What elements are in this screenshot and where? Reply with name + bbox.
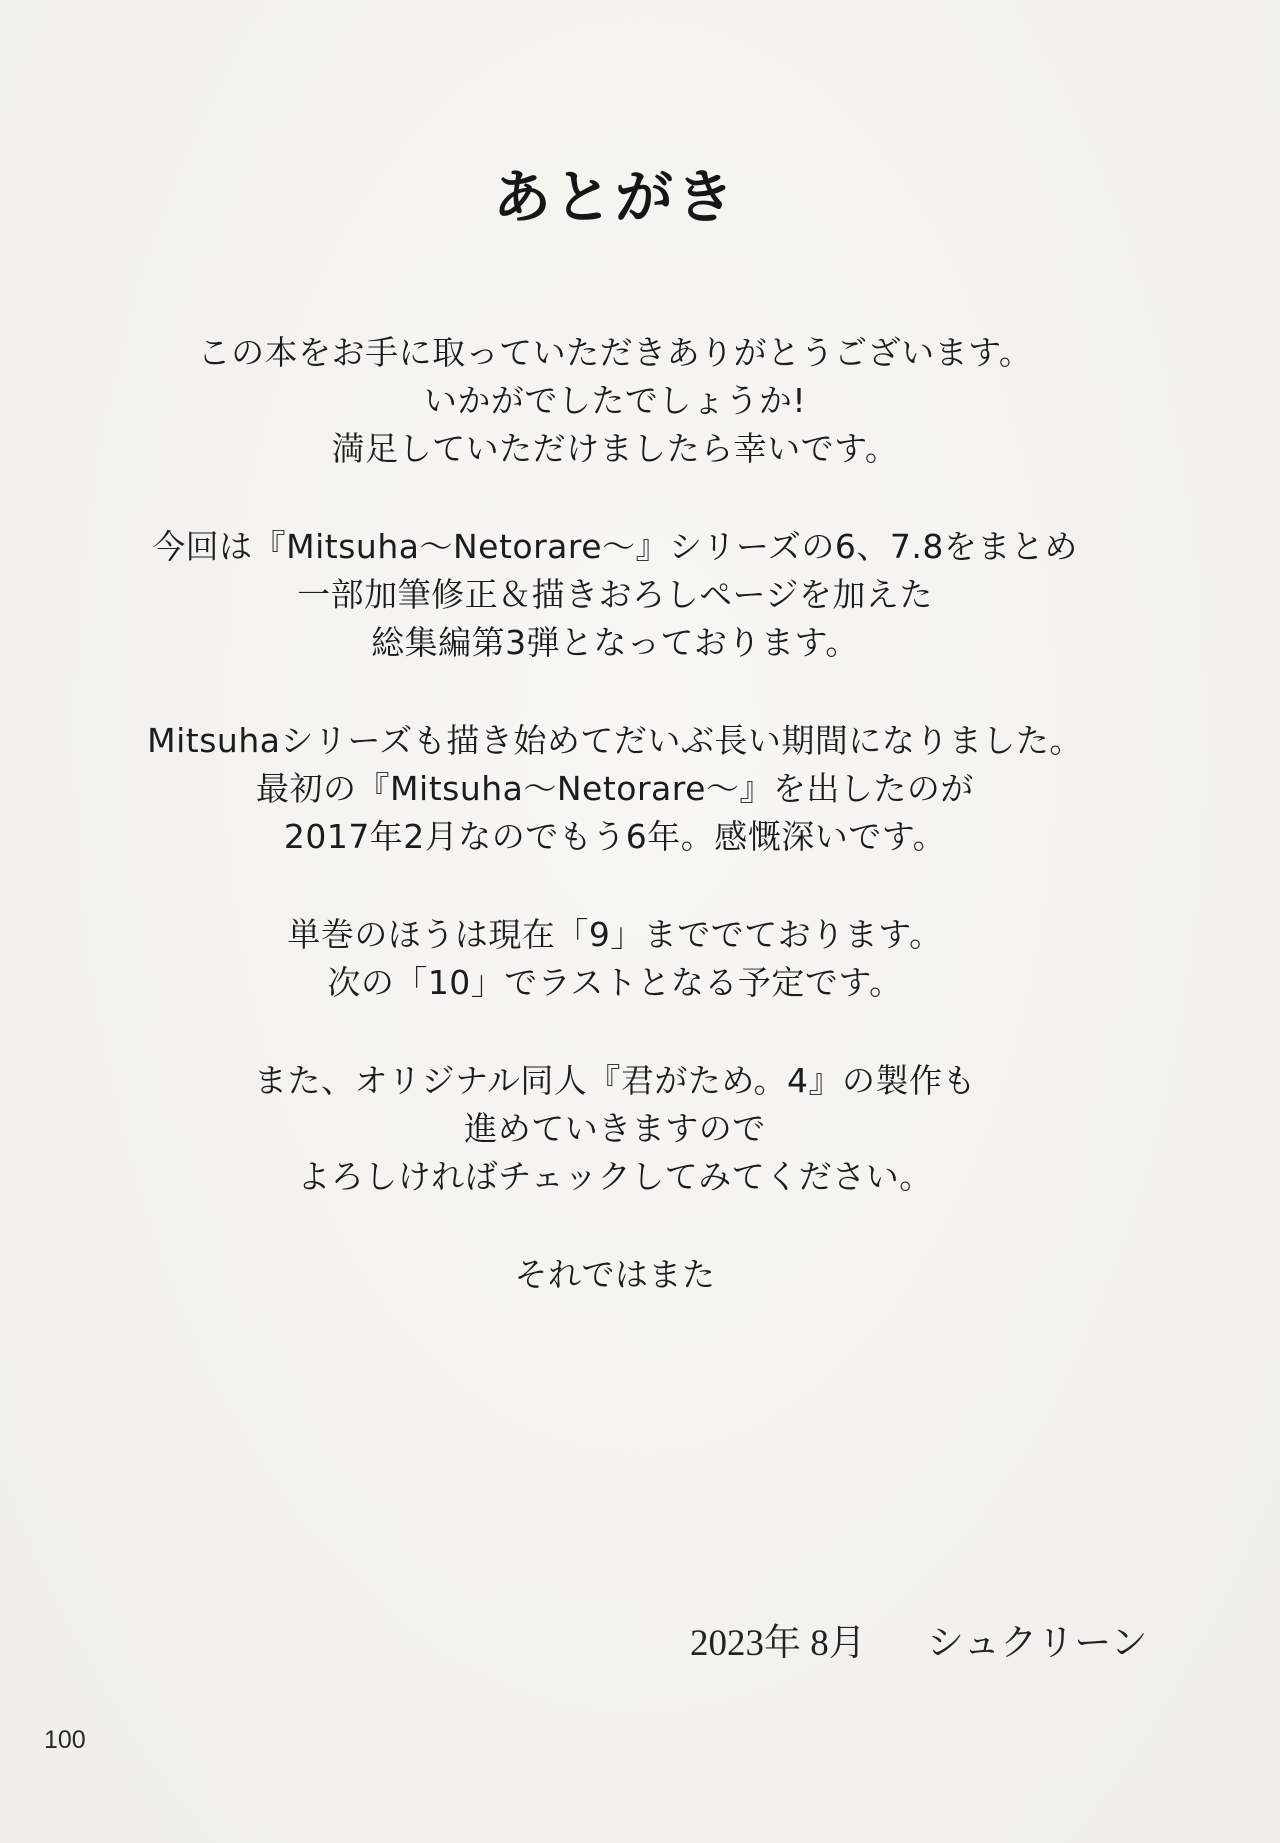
afterword-line: 単巻のほうは現在「9」まででております。 <box>287 915 943 954</box>
afterword-line: よろしければチェックしてみてください。 <box>297 1157 933 1196</box>
afterword-line: 今回は『Mitsuha〜Netorare〜』シリーズの6、7.8をまとめ <box>152 527 1078 566</box>
afterword-line: 次の「10」でラストとなる予定です。 <box>327 963 903 1002</box>
afterword-line: また、オリジナル同人『君がため。4』の製作も <box>253 1061 977 1100</box>
afterword-line: この本をお手に取っていただきありがとうございます。 <box>197 333 1033 372</box>
signature-author: シュクリーン <box>927 1623 1148 1664</box>
afterword-paragraph <box>0 329 1230 473</box>
afterword-paragraph <box>0 911 1230 1007</box>
afterword-paragraph <box>0 1057 1230 1201</box>
afterword-line: 2017年2月なのでもう6年。感慨深いです。 <box>283 817 947 856</box>
afterword-line: 最初の『Mitsuha〜Netorare〜』を出したのが <box>256 769 974 808</box>
afterword-line: 一部加筆修正＆描きおろしページを加えた <box>297 575 933 614</box>
page-title: あとがき <box>492 163 737 231</box>
afterword-line: Mitsuhaシリーズも描き始めてだいぶ長い期間になりました。 <box>147 721 1083 760</box>
afterword-paragraph <box>0 523 1230 667</box>
afterword-line: それではまた <box>514 1255 716 1294</box>
afterword-body <box>0 329 1230 1349</box>
afterword-paragraph <box>0 1251 1230 1299</box>
afterword-line: 満足していただけましたら幸いです。 <box>331 429 899 468</box>
afterword-line: 進めていきますので <box>464 1109 766 1148</box>
page-number: 100 <box>44 1726 86 1754</box>
signature-line <box>690 1622 1148 1666</box>
signature-date: 2023年 8月 <box>690 1623 866 1664</box>
afterword-line: 総集編第3弾となっております。 <box>371 623 859 662</box>
afterword-line: いかがでしたでしょうか! <box>423 381 807 420</box>
afterword-paragraph <box>0 717 1230 861</box>
